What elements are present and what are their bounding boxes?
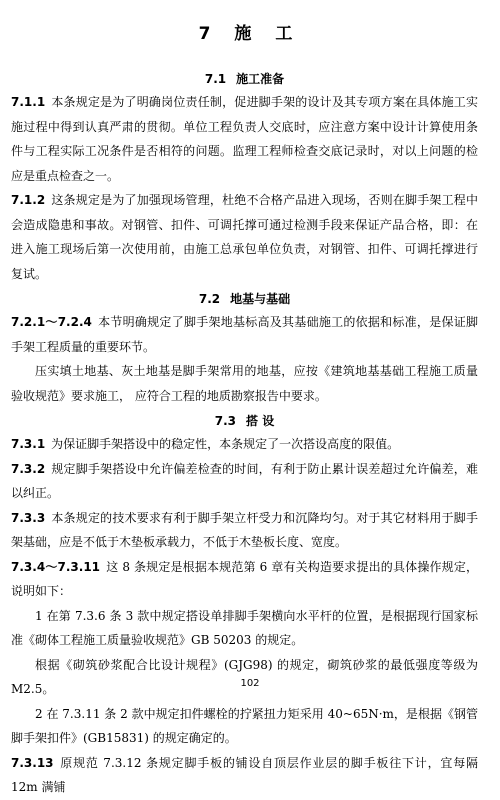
clause-text: 原规范 7.3.12 条规定脚手板的铺设自顶层作业层的脚手板往下计，宜每隔 12m 满铺 <box>11 755 478 794</box>
clause-number: 7.3.1 <box>11 437 46 451</box>
paragraph-mortar-note: 根据《砌筑砂浆配合比设计规程》(GJG98) 的规定，砌筑砂浆的最低强度等级为M2.5。 <box>11 657 478 696</box>
clause-text: 本条规定是为了明确岗位责任制，促进脚手架的设计及其专项方案在具体施工实施过程中得到认真严肃的贯彻。单位工程负责人交底时，应注意方案中设计计算使用条件与工程实际工况条件是否相符的问题。监理工程师检查交底记录时，对以上问题的检应是重点检查之一。 <box>11 95 478 183</box>
clause-number: 7.3.2 <box>11 461 46 476</box>
clause-number: 7.1.2 <box>11 193 46 207</box>
page-content <box>11 66 478 800</box>
section-title-text: 搭 设 <box>246 414 275 428</box>
clause-number: 7.3.4～7.3.11 <box>11 559 101 574</box>
clause-text: 本节明确规定了脚手架地基标高及其基础施工的依据和标准，是保证脚手架工程质量的重要环节。 <box>11 315 478 354</box>
clause-7-3-1 <box>11 432 478 457</box>
section-title-text: 地基与基础 <box>230 292 291 306</box>
clause-number: 7.1.1 <box>11 95 46 109</box>
clause-text: 本条规定的技术要求有利于脚手架立杆受力和沉降均匀。对于其它材料用于脚手架基础，应是不低于木垫板承载力，不低于木垫板长度、宽度。 <box>11 510 478 549</box>
section-heading-7-2 <box>11 288 478 310</box>
chapter-title: 7 施 工 <box>198 24 302 44</box>
clause-number: 7.3.3 <box>11 510 46 525</box>
section-title-text: 施工准备 <box>236 72 285 86</box>
section-number: 7.1 <box>204 72 227 86</box>
section-heading-7-1 <box>11 68 478 90</box>
clause-text: 这条规定是为了加强现场管理，杜绝不合格产品进入现场，否则在脚手架工程中会造成隐患和事故。对钢管、扣件、可调托撑可通过检测手段来保证产品合格，即：在进入施工现场后第一次使用前，由施工总承包单位负责，对钢管、扣件、可调托撑进行复试。 <box>11 193 478 281</box>
clause-7-3-4-to-7-3-11 <box>11 555 478 604</box>
clause-7-3-3 <box>11 506 478 555</box>
clause-7-1-2 <box>11 188 478 286</box>
clause-text: 这 8 条规定是根据本规范第 6 章有关构造要求提出的具体操作规定，说明如下： <box>11 559 479 598</box>
section-heading-7-3 <box>11 410 478 432</box>
clause-text: 为保证脚手架搭设中的稳定性，本条规定了一次搭设高度的限值。 <box>51 437 400 451</box>
section-number: 7.2 <box>198 292 221 306</box>
clause-number: 7.2.1～7.2.4 <box>11 315 92 329</box>
paragraph-foundation-note: 压实填土地基、灰土地基是脚手架常用的地基，应按《建筑地基基础工程施工质量验收规范》要求施工， 应符合工程的地质勘察报告中要求。 <box>11 364 478 403</box>
clause-7-2-1-to-7-2-4 <box>11 310 478 359</box>
list-item-1: 1 在第 7.3.6 条 3 款中规定搭设单排脚手架横向水平杆的位置，是根据现行国家标准《砌体工程施工质量验收规范》GB 50203 的规定。 <box>11 608 478 647</box>
clause-text: 规定脚手架搭设中允许偏差检查的时间，有利于防止累计误差超过允许偏差，难以纠正。 <box>11 461 478 500</box>
section-number: 7.3 <box>214 414 237 428</box>
clause-7-3-2 <box>11 457 478 506</box>
clause-number: 7.3.13 <box>11 755 54 770</box>
page-number: 102 <box>240 678 260 689</box>
clause-7-1-1 <box>11 90 478 188</box>
list-item-2: 2 在 7.3.11 条 2 款中规定扣件螺栓的拧紧扭力矩采用 40~65N·m，是根据《钢管脚手架扣件》(GB15831) 的规定确定的。 <box>11 706 478 745</box>
clause-7-3-13 <box>11 751 478 800</box>
